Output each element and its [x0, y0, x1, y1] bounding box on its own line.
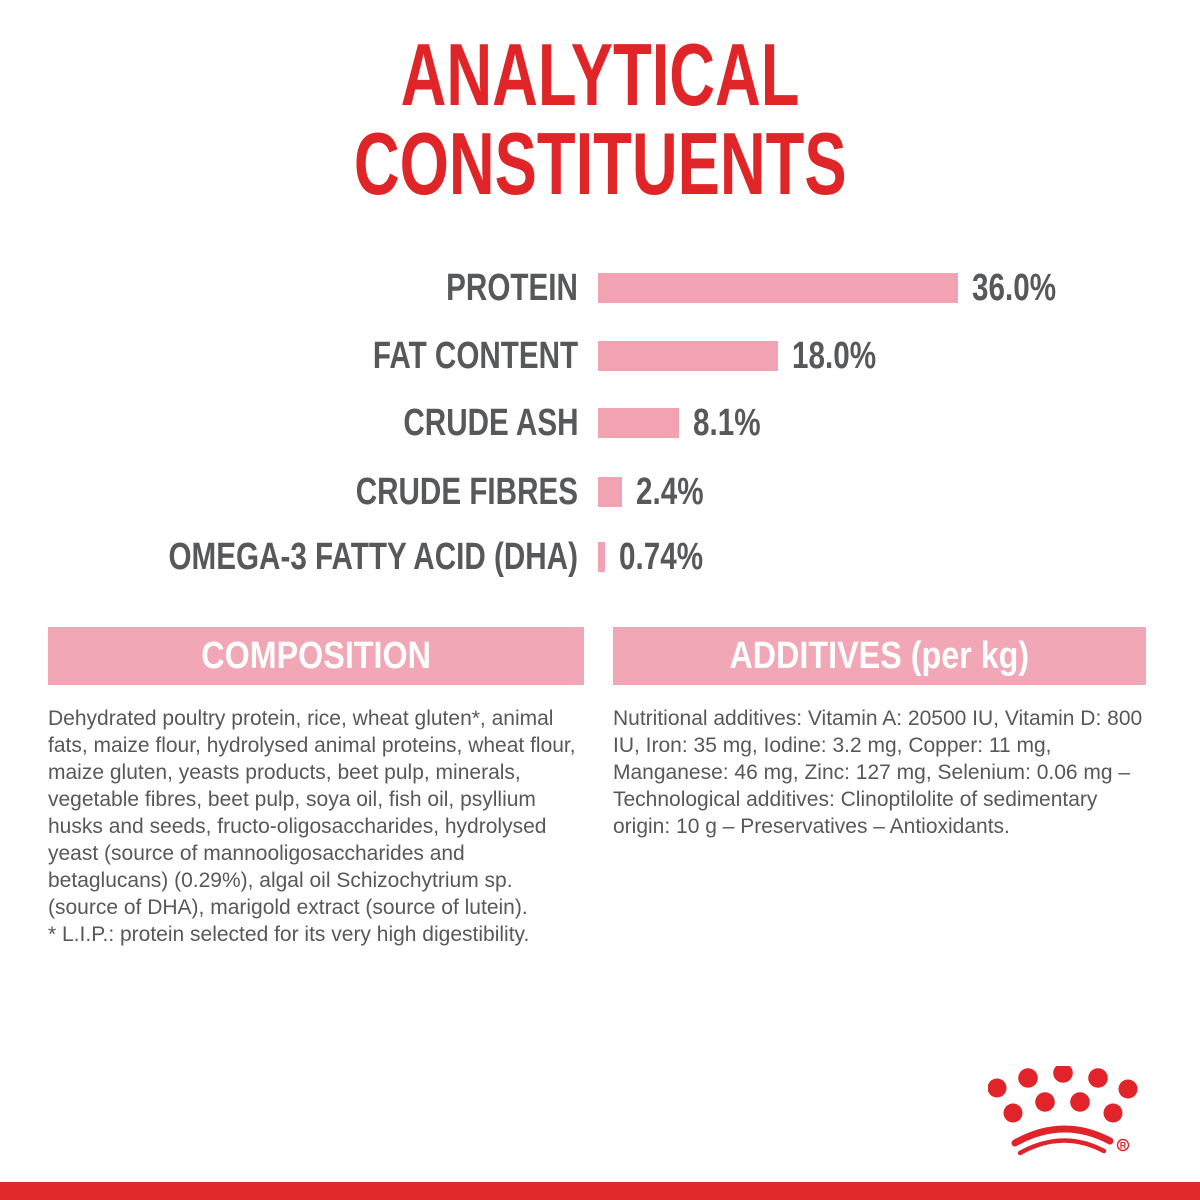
- bar-protein: [598, 273, 958, 303]
- page-title: [0, 25, 1200, 213]
- page-title-line1: ANALYTICAL: [400, 25, 800, 124]
- bar-label: CRUDE FIBRES: [355, 470, 578, 513]
- bar-crude-fibres: [598, 477, 622, 507]
- bar-value: 8.1%: [693, 401, 761, 444]
- additives-body: Nutritional additives: Vitamin A: 20500 IU, Vitamin D: 800 IU, Iron: 35 mg, Iodine: 3.2 mg, Copper: 11 mg, Manganese: 46 mg, Zinc: 127 mg, Selenium: 0.06 mg – Technological additives: Clinoptilolite of sedimentary origin: 10 g – Preservatives – Antioxidants.: [613, 707, 1143, 838]
- chart-row-crude-ash: [0, 401, 1200, 444]
- bottom-red-bar: [0, 1182, 1200, 1200]
- svg-text:R: R: [1119, 1140, 1127, 1151]
- bar-value: 0.74%: [619, 535, 704, 578]
- composition-text: [48, 705, 584, 948]
- bar-omega3: [598, 542, 605, 572]
- composition-header: COMPOSITION: [48, 627, 584, 685]
- registered-trademark-icon: [1118, 1140, 1129, 1151]
- bar-fat-content: [598, 341, 778, 371]
- chart-row-fat-content: [0, 334, 1200, 377]
- bar-value: 18.0%: [792, 334, 877, 377]
- composition-footnote: * L.I.P.: protein selected for its very high digestibility.: [48, 923, 530, 946]
- bar-label: CRUDE ASH: [402, 401, 578, 444]
- page-title-line2: CONSTITUENTS: [353, 114, 847, 213]
- bar-crude-ash: [598, 408, 679, 438]
- additives-text: [613, 705, 1146, 840]
- additives-header: ADDITIVES (per kg): [613, 627, 1146, 685]
- royal-canin-crown-icon: [988, 1066, 1148, 1161]
- chart-row-crude-fibres: [0, 470, 1200, 513]
- composition-section: [48, 627, 584, 948]
- bar-value: 2.4%: [636, 470, 704, 513]
- chart-row-protein: [0, 266, 1200, 309]
- bar-value: 36.0%: [972, 266, 1057, 309]
- bar-label: PROTEIN: [446, 266, 578, 309]
- bar-label: FAT CONTENT: [372, 334, 578, 377]
- bar-label: OMEGA-3 FATTY ACID (DHA): [168, 535, 578, 578]
- chart-row-omega3: [0, 535, 1200, 578]
- additives-section: [613, 627, 1146, 840]
- composition-body: Dehydrated poultry protein, rice, wheat gluten*, animal fats, maize flour, hydrolysed animal proteins, wheat flour, maize gluten, yeasts products, beet pulp, minerals, vegetable fibres, beet pulp, soya oil, fish oil, psyllium husks and seeds, fructo-oligosaccharides, hydrolysed yeast (source of mannooligosaccharides and betaglucans) (0.29%), algal oil Schizochytrium sp. (source of DHA), marigold extract (source of lutein).: [48, 707, 576, 919]
